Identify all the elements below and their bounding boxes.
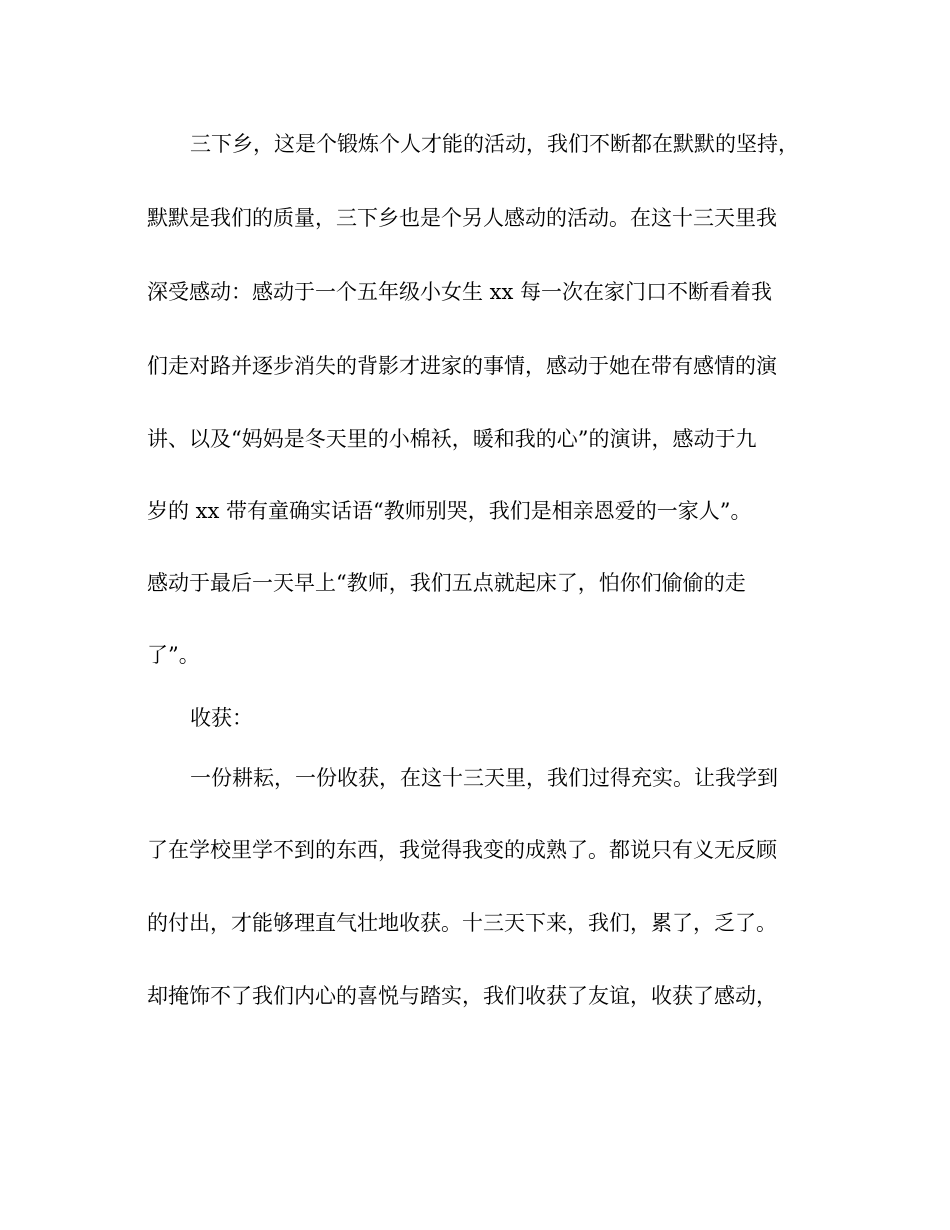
paragraph-2-line-4: 却掩饰不了我们内心的喜悦与踏实，我们收获了友谊，收获了感动，	[147, 984, 777, 1008]
paragraph-1-line-3: 深受感动：感动于一个五年级小女生 xx 每一次在家门口不断看着我	[147, 280, 773, 304]
paragraph-1-line-8: 了”。	[147, 643, 200, 667]
paragraph-1-line-1: 三下乡，这是个锻炼个人才能的活动，我们不断都在默默的坚持，	[190, 132, 799, 156]
paragraph-1-line-7: 感动于最后一天早上“教师，我们五点就起床了，怕你们偷偷的走	[147, 571, 746, 595]
paragraph-1-line-4: 们走对路并逐步消失的背影才进家的事情，感动于她在带有感情的演	[147, 354, 777, 378]
heading-harvest: 收获：	[190, 706, 253, 730]
paragraph-1-line-6: 岁的 xx 带有童确实话语“教师别哭，我们是相亲恩爱的一家人”。	[147, 499, 752, 523]
paragraph-1-line-2: 默默是我们的质量，三下乡也是个另人感动的活动。在这十三天里我	[147, 206, 777, 230]
paragraph-2-line-3: 的付出，才能够理直气壮地收获。十三天下来，我们，累了，乏了。	[147, 911, 777, 935]
paragraph-1-line-5: 讲、以及“妈妈是冬天里的小棉袄，暖和我的心”的演讲，感动于九	[147, 427, 757, 451]
paragraph-2-line-1: 一份耕耘，一份收获，在这十三天里，我们过得充实。让我学到	[190, 766, 778, 790]
paragraph-2-line-2: 了在学校里学不到的东西，我觉得我变的成熟了。都说只有义无反顾	[147, 838, 777, 862]
